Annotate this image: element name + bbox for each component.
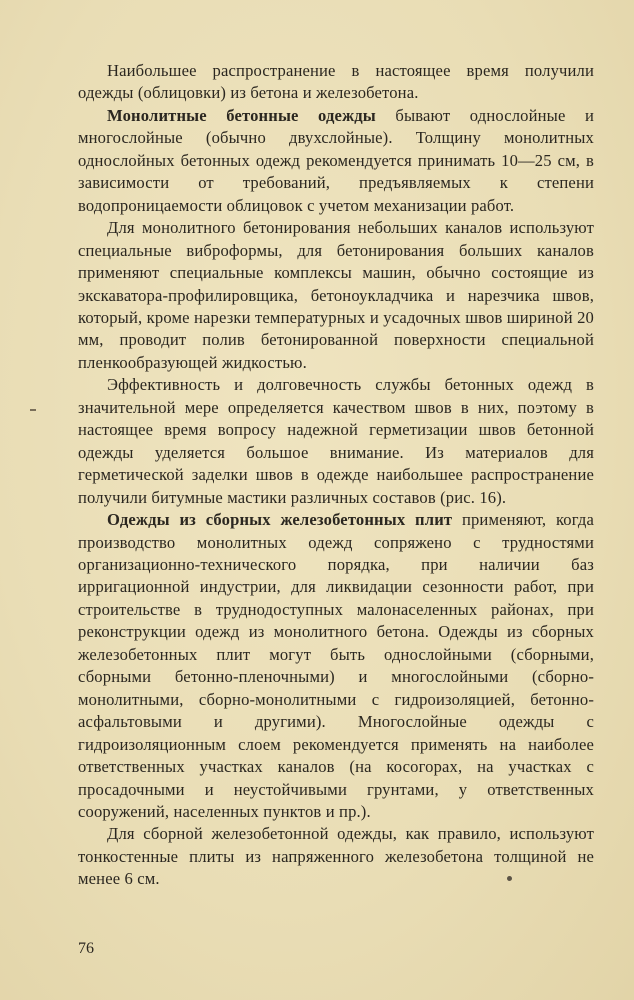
page-number: 76 <box>78 940 94 957</box>
paragraph <box>78 60 594 105</box>
ink-speck <box>507 876 512 881</box>
paragraph <box>78 823 594 890</box>
body-text <box>78 60 594 891</box>
paragraph <box>78 105 594 217</box>
margin-dash-mark <box>30 409 36 411</box>
paragraph-text: бывают однослойные и многослойные (обычно двухслойные). Толщину монолитных однослойных бетонных одежд рекомендуется принимать 10—25 см, в зависимости от требований, предъявляемых к степени водопроницаемости облицовок с учетом механизации работ. <box>78 105 594 215</box>
paragraph-lead: Монолитные бетонные одежды <box>107 105 376 125</box>
paragraph-text: Для сборной железобетонной одежды, как правило, используют тонкостенные плиты из напряженного железобетона толщиной не менее 6 см. <box>78 824 594 889</box>
paragraph <box>78 217 594 374</box>
paragraph <box>78 509 594 823</box>
paragraph-lead: Одежды из сборных железобетонных плит <box>107 510 453 530</box>
paragraph <box>78 374 594 509</box>
paragraph-text: Наибольшее распространение в настоящее время получили одежды (облицовки) из бетона и железобетона. <box>78 61 594 103</box>
paragraph-text: применяют, когда производство монолитных одежд сопряжено с трудностями организационно-технического порядка, при наличии баз ирригационной индустрии, для ликвидации сезонности работ, при строительстве в труднодоступных малонаселенных районах, при реконструкции одежд из монолитного бетона. Одежды из сборных железобетонных плит могут быть однослойными (сборными, сборными бетонно-пленочными) и многослойными (сборно-монолитными, сборно-монолитными с гидроизоляцией, бетонно-асфальтовыми и другими). Многослойные одежды с гидроизоляционным слоем рекомендуется применять на наиболее ответственных участках каналов (на косогорах, на участках с просадочными и неустойчивыми грунтами, у ответственных сооружений, населенных пунктов и пр.). <box>78 510 594 821</box>
paragraph-text: Эффективность и долговечность службы бетонных одежд в значительной мере определяется качеством швов в них, поэтому в настоящее время вопросу надежной герметизации швов бетонной одежды уделяется большое внимание. Из материалов для герметической заделки швов в одежде наибольшее распространение получили битумные мастики различных составов (рис. 16). <box>78 375 594 507</box>
paragraph-text: Для монолитного бетонирования небольших каналов используют специальные виброформы, для бетонирования больших каналов применяют специальные комплексы машин, обычно состоящие из экскаватора-профилировщика, бетоноукладчика и нарезчика швов, который, кроме нарезки температурных и усадочных швов шириной 20 мм, проводит полив бетонированной поверхности специальной пленкообразующей жидкостью. <box>78 218 594 372</box>
